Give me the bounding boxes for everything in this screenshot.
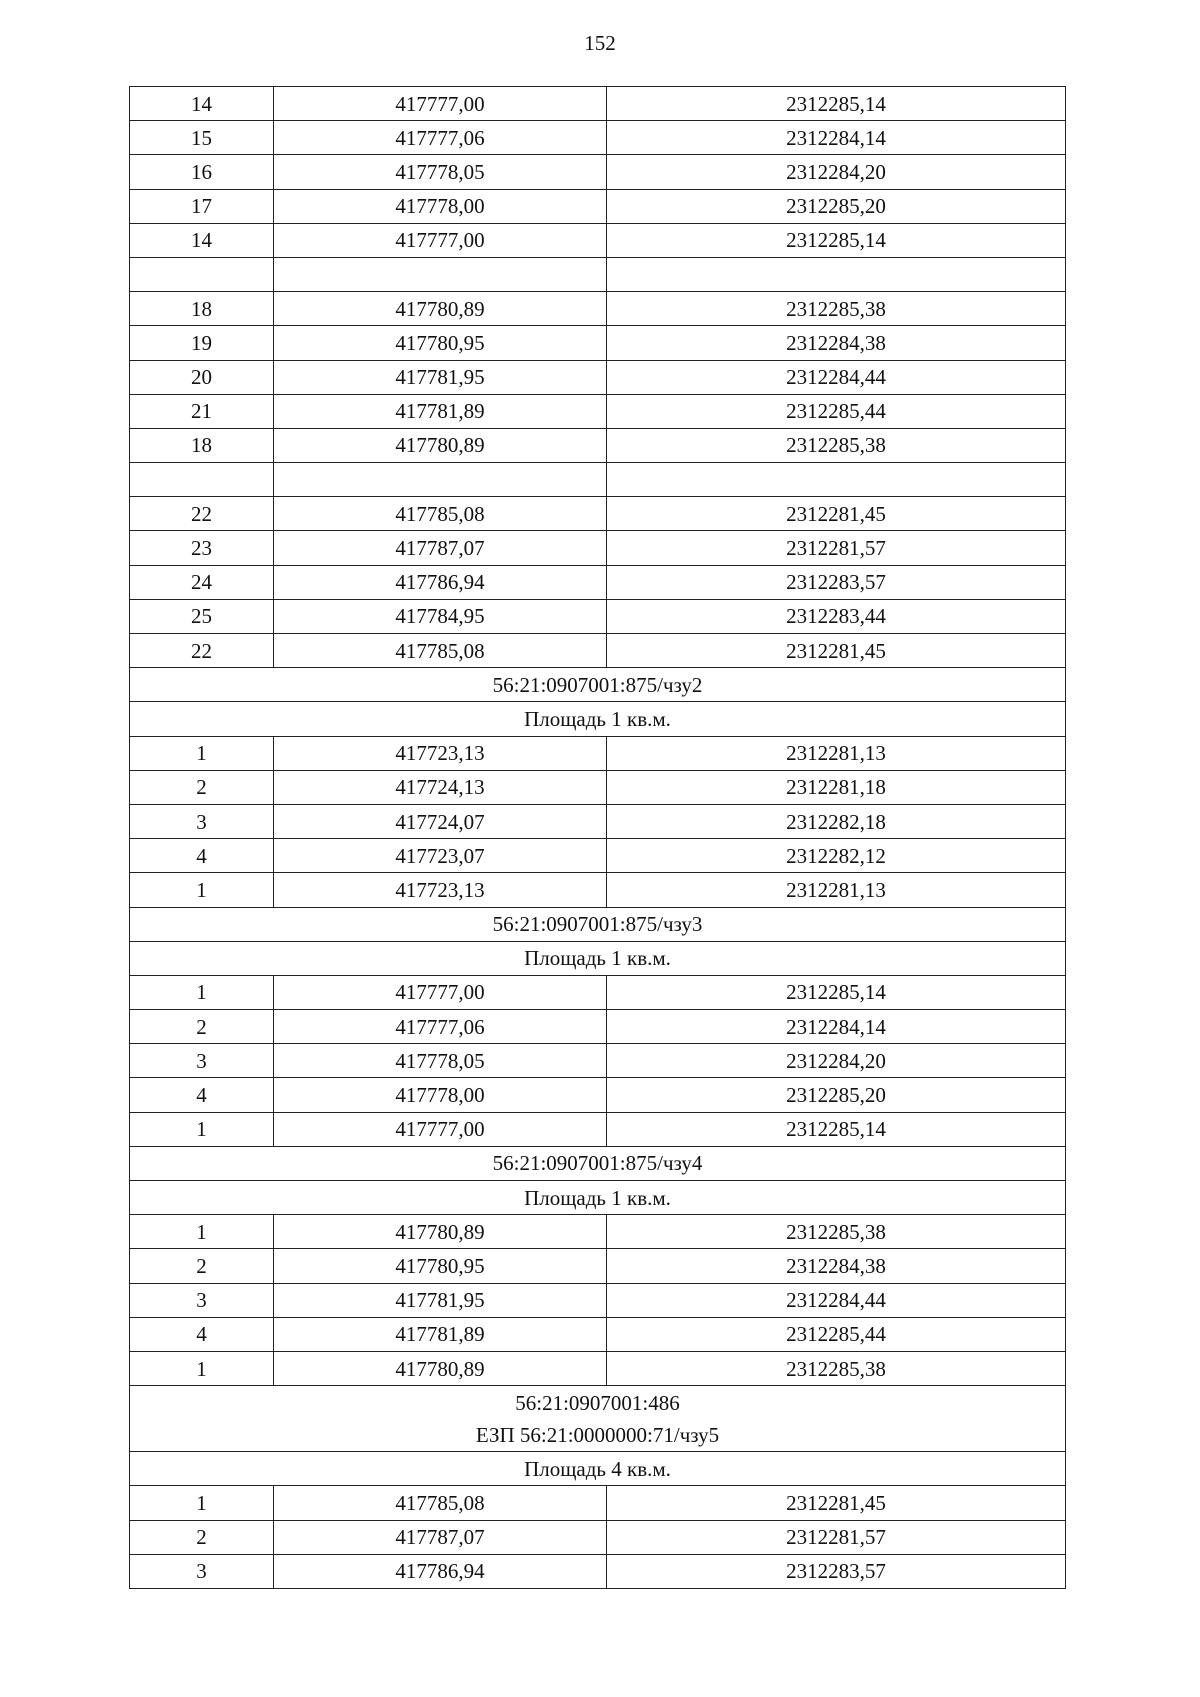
point-number-cell: 1 <box>130 975 274 1009</box>
y-coordinate-cell: 2312285,14 <box>607 87 1066 121</box>
y-coordinate-cell: 2312284,44 <box>607 360 1066 394</box>
point-number-cell: 4 <box>130 1078 274 1112</box>
x-coordinate-cell: 417781,89 <box>274 1317 607 1351</box>
parcel-heading <box>130 1146 1066 1180</box>
area-label: Площадь 1 кв.м. <box>130 702 1066 736</box>
point-number-cell: 19 <box>130 326 274 360</box>
y-coordinate-cell: 2312281,57 <box>607 531 1066 565</box>
y-coordinate-cell: 2312285,20 <box>607 189 1066 223</box>
point-number-cell: 3 <box>130 1554 274 1588</box>
table-row <box>130 531 1066 565</box>
parcel-heading <box>130 907 1066 941</box>
x-coordinate-cell: 417778,00 <box>274 1078 607 1112</box>
table-row <box>130 326 1066 360</box>
y-coordinate-cell: 2312284,38 <box>607 1249 1066 1283</box>
parcel-heading-line: 56:21:0907001:875/чзу4 <box>492 1151 703 1176</box>
y-coordinate-cell: 2312282,18 <box>607 804 1066 838</box>
y-coordinate-cell: 2312285,38 <box>607 428 1066 462</box>
coordinates-table-body <box>130 87 1066 1589</box>
y-coordinate-cell: 2312284,20 <box>607 1044 1066 1078</box>
point-number-cell: 1 <box>130 873 274 907</box>
table-row <box>130 1317 1066 1351</box>
y-coordinate-cell: 2312281,45 <box>607 497 1066 531</box>
y-coordinate-cell: 2312285,44 <box>607 1317 1066 1351</box>
table-row <box>130 770 1066 804</box>
point-number-cell: 4 <box>130 1317 274 1351</box>
x-coordinate-cell: 417785,08 <box>274 497 607 531</box>
point-number-cell: 1 <box>130 1486 274 1520</box>
y-coordinate-cell: 2312285,14 <box>607 975 1066 1009</box>
y-coordinate-cell: 2312281,57 <box>607 1520 1066 1554</box>
separator-row <box>130 463 1066 497</box>
table-row <box>130 223 1066 257</box>
table-row <box>130 292 1066 326</box>
table-row <box>130 1554 1066 1588</box>
point-number-cell: 25 <box>130 599 274 633</box>
y-coordinate-cell: 2312282,12 <box>607 839 1066 873</box>
table-row <box>130 1486 1066 1520</box>
table-row <box>130 1249 1066 1283</box>
y-coordinate-cell: 2312283,57 <box>607 1554 1066 1588</box>
x-coordinate-cell: 417780,95 <box>274 1249 607 1283</box>
x-coordinate-cell <box>274 257 607 291</box>
x-coordinate-cell: 417777,06 <box>274 121 607 155</box>
point-number-cell <box>130 257 274 291</box>
table-row <box>130 599 1066 633</box>
table-row <box>130 1283 1066 1317</box>
table-row <box>130 1044 1066 1078</box>
y-coordinate-cell: 2312284,14 <box>607 121 1066 155</box>
y-coordinate-cell: 2312284,38 <box>607 326 1066 360</box>
x-coordinate-cell: 417777,00 <box>274 223 607 257</box>
point-number-cell: 17 <box>130 189 274 223</box>
y-coordinate-cell: 2312285,38 <box>607 292 1066 326</box>
point-number-cell: 14 <box>130 223 274 257</box>
point-number-cell: 1 <box>130 1351 274 1385</box>
table-row <box>130 1078 1066 1112</box>
point-number-cell: 20 <box>130 360 274 394</box>
y-coordinate-cell: 2312284,44 <box>607 1283 1066 1317</box>
x-coordinate-cell: 417724,13 <box>274 770 607 804</box>
x-coordinate-cell: 417781,95 <box>274 360 607 394</box>
x-coordinate-cell: 417787,07 <box>274 531 607 565</box>
parcel-heading-row <box>130 1146 1066 1180</box>
point-number-cell: 21 <box>130 394 274 428</box>
x-coordinate-cell: 417723,13 <box>274 873 607 907</box>
table-row <box>130 189 1066 223</box>
table-row <box>130 804 1066 838</box>
point-number-cell: 18 <box>130 292 274 326</box>
table-row <box>130 1520 1066 1554</box>
y-coordinate-cell: 2312284,14 <box>607 1010 1066 1044</box>
area-row <box>130 1181 1066 1215</box>
x-coordinate-cell <box>274 463 607 497</box>
area-label: Площадь 1 кв.м. <box>130 941 1066 975</box>
point-number-cell: 4 <box>130 839 274 873</box>
parcel-heading-row <box>130 1386 1066 1452</box>
page-number: 152 <box>584 31 616 55</box>
parcel-heading-row <box>130 668 1066 702</box>
parcel-heading <box>130 1386 1066 1452</box>
parcel-heading-line: 56:21:0907001:875/чзу2 <box>492 672 703 697</box>
x-coordinate-cell: 417777,00 <box>274 1112 607 1146</box>
table-row <box>130 1010 1066 1044</box>
table-row <box>130 360 1066 394</box>
table-row <box>130 155 1066 189</box>
point-number-cell: 2 <box>130 1520 274 1554</box>
area-row <box>130 1452 1066 1486</box>
y-coordinate-cell: 2312285,20 <box>607 1078 1066 1112</box>
table-row <box>130 873 1066 907</box>
table-row <box>130 121 1066 155</box>
point-number-cell: 15 <box>130 121 274 155</box>
area-label: Площадь 1 кв.м. <box>130 1181 1066 1215</box>
table-row <box>130 839 1066 873</box>
area-label: Площадь 4 кв.м. <box>130 1452 1066 1486</box>
x-coordinate-cell: 417781,95 <box>274 1283 607 1317</box>
y-coordinate-cell: 2312281,45 <box>607 1486 1066 1520</box>
table-row <box>130 736 1066 770</box>
y-coordinate-cell: 2312281,45 <box>607 634 1066 668</box>
x-coordinate-cell: 417777,06 <box>274 1010 607 1044</box>
x-coordinate-cell: 417723,07 <box>274 839 607 873</box>
parcel-heading-line: 56:21:0907001:486 <box>515 1390 680 1415</box>
y-coordinate-cell: 2312281,13 <box>607 736 1066 770</box>
table-row <box>130 428 1066 462</box>
y-coordinate-cell <box>607 463 1066 497</box>
x-coordinate-cell: 417778,05 <box>274 155 607 189</box>
x-coordinate-cell: 417786,94 <box>274 565 607 599</box>
parcel-heading <box>130 668 1066 702</box>
x-coordinate-cell: 417780,95 <box>274 326 607 360</box>
y-coordinate-cell: 2312285,14 <box>607 223 1066 257</box>
y-coordinate-cell <box>607 257 1066 291</box>
point-number-cell: 2 <box>130 1010 274 1044</box>
x-coordinate-cell: 417784,95 <box>274 599 607 633</box>
table-row <box>130 634 1066 668</box>
point-number-cell: 14 <box>130 87 274 121</box>
point-number-cell: 23 <box>130 531 274 565</box>
point-number-cell: 1 <box>130 736 274 770</box>
point-number-cell: 1 <box>130 1112 274 1146</box>
table-row <box>130 1351 1066 1385</box>
x-coordinate-cell: 417780,89 <box>274 292 607 326</box>
y-coordinate-cell: 2312284,20 <box>607 155 1066 189</box>
x-coordinate-cell: 417723,13 <box>274 736 607 770</box>
x-coordinate-cell: 417785,08 <box>274 634 607 668</box>
point-number-cell: 24 <box>130 565 274 599</box>
parcel-heading-line: 56:21:0907001:875/чзу3 <box>492 912 703 937</box>
y-coordinate-cell: 2312285,14 <box>607 1112 1066 1146</box>
x-coordinate-cell: 417785,08 <box>274 1486 607 1520</box>
area-row <box>130 702 1066 736</box>
point-number-cell <box>130 463 274 497</box>
point-number-cell: 16 <box>130 155 274 189</box>
table-row <box>130 394 1066 428</box>
y-coordinate-cell: 2312285,38 <box>607 1351 1066 1385</box>
x-coordinate-cell: 417787,07 <box>274 1520 607 1554</box>
x-coordinate-cell: 417781,89 <box>274 394 607 428</box>
x-coordinate-cell: 417724,07 <box>274 804 607 838</box>
point-number-cell: 2 <box>130 1249 274 1283</box>
point-number-cell: 22 <box>130 634 274 668</box>
table-row <box>130 565 1066 599</box>
y-coordinate-cell: 2312281,13 <box>607 873 1066 907</box>
x-coordinate-cell: 417778,00 <box>274 189 607 223</box>
y-coordinate-cell: 2312281,18 <box>607 770 1066 804</box>
point-number-cell: 1 <box>130 1215 274 1249</box>
y-coordinate-cell: 2312283,57 <box>607 565 1066 599</box>
coordinates-table <box>129 86 1066 1589</box>
separator-row <box>130 257 1066 291</box>
table-row <box>130 87 1066 121</box>
y-coordinate-cell: 2312285,38 <box>607 1215 1066 1249</box>
x-coordinate-cell: 417777,00 <box>274 975 607 1009</box>
parcel-heading-row <box>130 907 1066 941</box>
point-number-cell: 2 <box>130 770 274 804</box>
x-coordinate-cell: 417786,94 <box>274 1554 607 1588</box>
table-row <box>130 1215 1066 1249</box>
x-coordinate-cell: 417780,89 <box>274 1215 607 1249</box>
x-coordinate-cell: 417780,89 <box>274 428 607 462</box>
point-number-cell: 3 <box>130 804 274 838</box>
point-number-cell: 3 <box>130 1283 274 1317</box>
point-number-cell: 22 <box>130 497 274 531</box>
table-row <box>130 497 1066 531</box>
y-coordinate-cell: 2312285,44 <box>607 394 1066 428</box>
x-coordinate-cell: 417777,00 <box>274 87 607 121</box>
y-coordinate-cell: 2312283,44 <box>607 599 1066 633</box>
x-coordinate-cell: 417778,05 <box>274 1044 607 1078</box>
point-number-cell: 3 <box>130 1044 274 1078</box>
parcel-heading-line: ЕЗП 56:21:0000000:71/чзу5 <box>475 1422 720 1447</box>
table-row <box>130 1112 1066 1146</box>
area-row <box>130 941 1066 975</box>
x-coordinate-cell: 417780,89 <box>274 1351 607 1385</box>
table-row <box>130 975 1066 1009</box>
point-number-cell: 18 <box>130 428 274 462</box>
